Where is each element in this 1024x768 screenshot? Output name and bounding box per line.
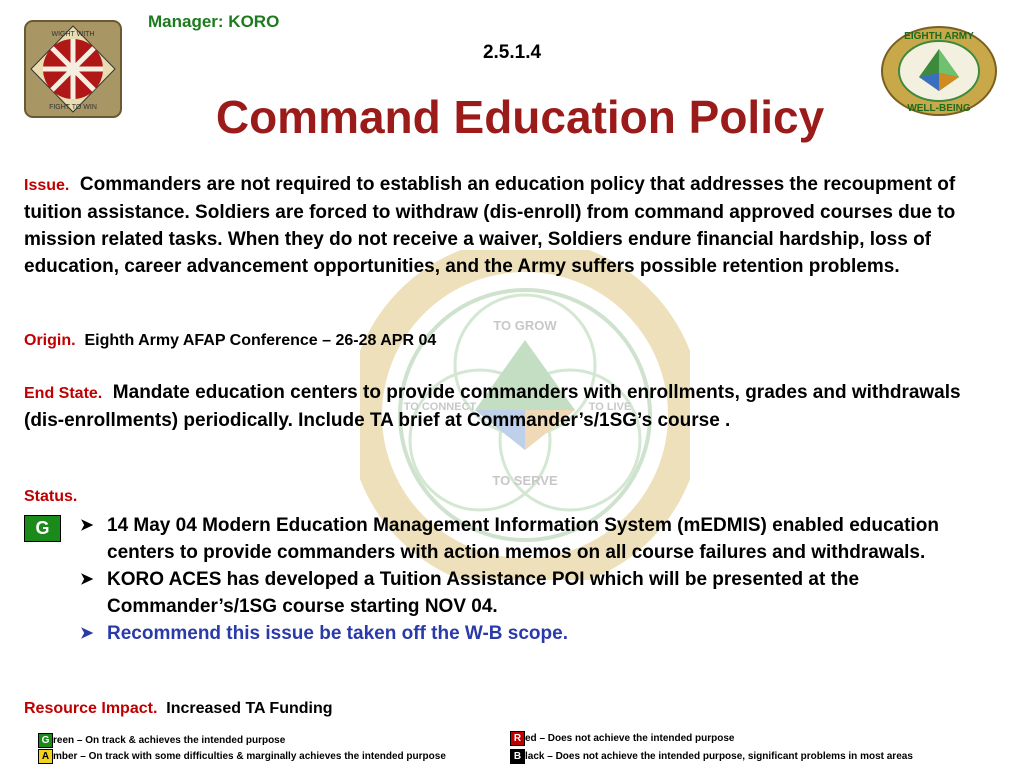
resource-label: Resource Impact.: [24, 700, 158, 717]
eighth-army-well-being-logo: [880, 25, 998, 117]
svg-text:TO CONNECT: TO CONNECT: [403, 401, 477, 413]
arrow-bullet-icon: ➤: [80, 517, 94, 534]
legend-red-square: R: [510, 731, 525, 746]
legend-green: G reen – On track & achieves the intended purpose: [38, 733, 285, 748]
issue-text: Commanders are not required to establish an education policy that addresses the recoupment of tuition assistance. Soldiers are forced to withdraw (dis-enroll) from command approved courses due to mission related tasks. When they do not receive a waiver, Soldiers endure financial hardship, loss of education, career advancement opportunities, and the Army suffers possible retention problems.: [24, 174, 956, 277]
page-title: Command Education Policy: [215, 91, 825, 143]
issue-section: [24, 171, 999, 280]
insignia-top-text: WIGHT WITH: [51, 31, 95, 38]
legend-black: B lack – Does not achieve the intended purpose, significant problems in most areas: [510, 749, 913, 764]
logo-top-text: EIGHTH ARMY: [904, 31, 974, 42]
origin-section: [24, 327, 999, 354]
status-label: Status.: [24, 488, 78, 505]
logo-bottom-text: WELL-BEING: [907, 103, 971, 114]
resource-section: [24, 700, 333, 718]
legend-green-square: G: [38, 733, 53, 748]
status-bullets: [80, 512, 1005, 647]
svg-text:TO SERVE: TO SERVE: [492, 473, 558, 488]
end-state-text: Mandate education centers to provide commanders with enrollments, grades and withdrawals (dis-enrollments) periodically. Include TA brief at Commander’s/1SG’s course .: [24, 382, 961, 431]
arrow-bullet-icon: ➤: [80, 625, 94, 642]
origin-label: Origin.: [24, 332, 76, 349]
manager-label: Manager: KORO: [148, 12, 280, 31]
issue-number: 2.5.1.4: [482, 42, 542, 63]
end-state-section: [24, 379, 999, 434]
legend-amber-square: A: [38, 749, 53, 764]
legend-red: R ed – Does not achieve the intended purpose: [510, 731, 735, 746]
status-bullet-recommendation: ➤ Recommend this issue be taken off the W-B scope.: [80, 620, 1005, 647]
legend-amber: A mber – On track with some difficulties & marginally achieves the intended purpose: [38, 749, 446, 764]
end-state-label: End State.: [24, 385, 103, 402]
status-bullet: ➤ KORO ACES has developed a Tuition Assistance POI which will be presented at the Commander’s/1SG course starting NOV 04.: [80, 566, 1005, 620]
svg-text:TO LIVE: TO LIVE: [588, 401, 632, 413]
insignia-bottom-text: FIGHT TO WIN: [49, 104, 97, 111]
legend-black-square: B: [510, 749, 525, 764]
origin-text: Eighth Army AFAP Conference – 26-28 APR 04: [84, 332, 437, 349]
status-badge: G: [24, 515, 61, 542]
issue-label: Issue.: [24, 177, 70, 194]
status-bullet: ➤ 14 May 04 Modern Education Management Information System (mEDMIS) enabled education centers to provide commanders with action memos on all course failures and withdrawals.: [80, 512, 1005, 566]
resource-text: Increased TA Funding: [166, 700, 333, 717]
arrow-bullet-icon: ➤: [80, 571, 94, 588]
svg-text:TO GROW: TO GROW: [493, 318, 557, 333]
